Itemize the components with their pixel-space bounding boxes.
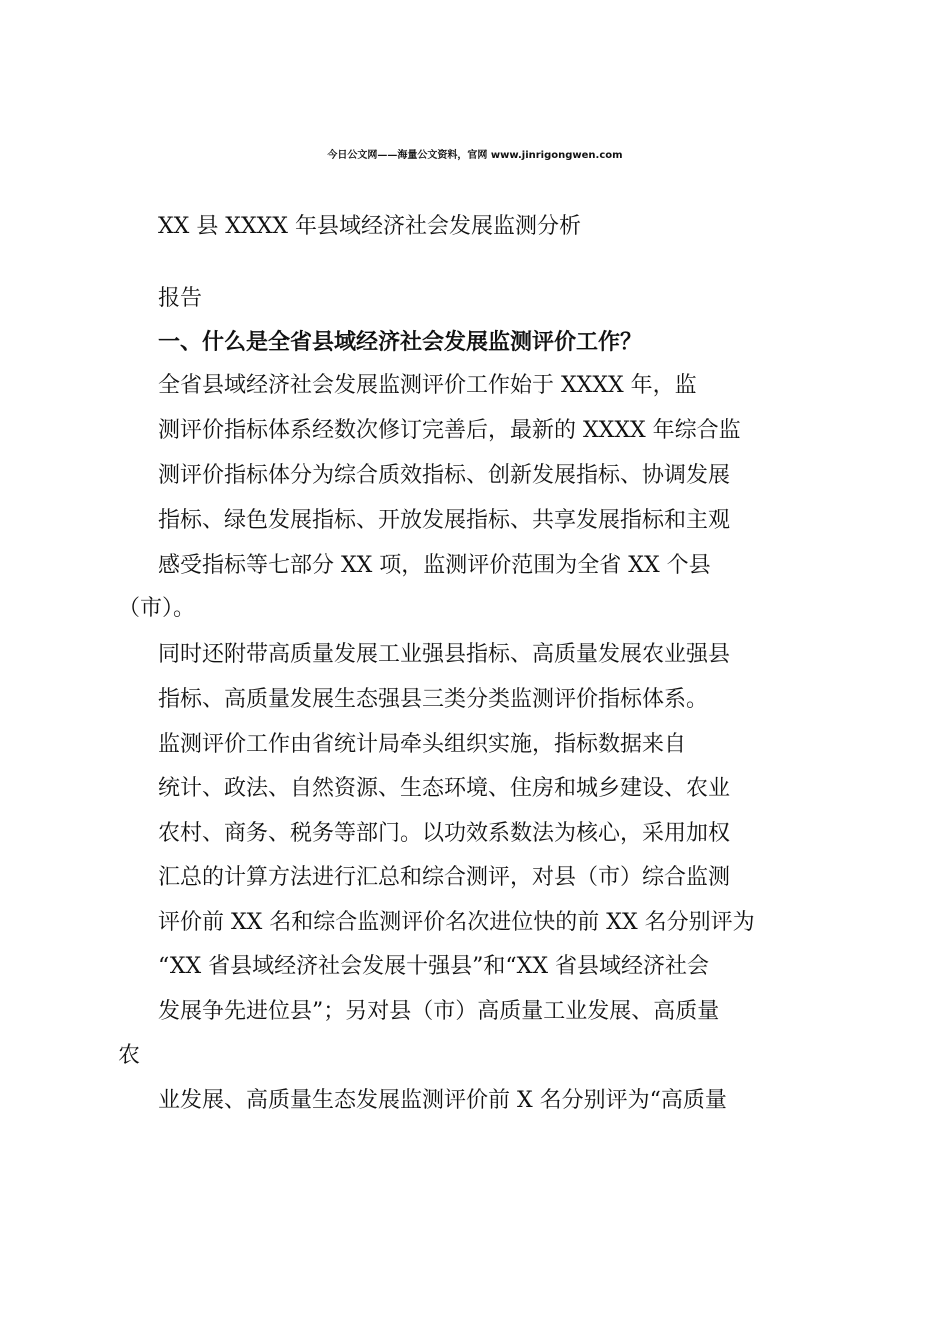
paragraph-line: 感受指标等七部分 XX 项，监测评价范围为全省 XX 个县 [158,553,711,578]
section-heading: 一、什么是全省县域经济社会发展监测评价工作？ [158,330,643,355]
paragraph-line: 业发展、高质量生态发展监测评价前 X 名分别评为“高质量 [158,1088,727,1113]
paragraph-line: 汇总的计算方法进行汇总和综合测评，对县（市）综合监测 [158,865,731,890]
paragraph-line: 农 [118,1043,141,1068]
paragraph-line: 同时还附带高质量发展工业强县指标、高质量发展农业强县 [158,642,731,667]
document-title-line-1: XX 县 XXXX 年县域经济社会发展监测分析 [158,214,581,239]
site-header: 今日公文网——海量公文资料，官网 www.jinrigongwen.com [327,150,623,161]
paragraph-line: 指标、绿色发展指标、开放发展指标、共享发展指标和主观 [158,508,731,533]
paragraph-line: 全省县域经济社会发展监测评价工作始于 XXXX 年，监 [158,373,697,398]
paragraph-line: “XX 省县域经济社会发展十强县”和“XX 省县域经济社会 [158,954,709,979]
paragraph-line: 测评价指标体系经数次修订完善后，最新的 XXXX 年综合监 [158,418,741,443]
paragraph-line: 发展争先进位县”；另对县（市）高质量工业发展、高质量 [158,999,720,1024]
paragraph-line: 指标、高质量发展生态强县三类分类监测评价指标体系。 [158,687,709,712]
paragraph-line: （市）。 [118,596,196,621]
paragraph-line: 评价前 XX 名和综合监测评价名次进位快的前 XX 名分别评为 [158,910,755,935]
paragraph-line: 测评价指标体分为综合质效指标、创新发展指标、协调发展 [158,463,731,488]
document-title-line-2: 报告 [158,286,203,311]
paragraph-line: 农村、商务、税务等部门。以功效系数法为核心，采用加权 [158,821,731,846]
paragraph-line: 监测评价工作由省统计局牵头组织实施，指标数据来自 [158,732,687,757]
paragraph-line: 统计、政法、自然资源、生态环境、住房和城乡建设、农业 [158,776,731,801]
